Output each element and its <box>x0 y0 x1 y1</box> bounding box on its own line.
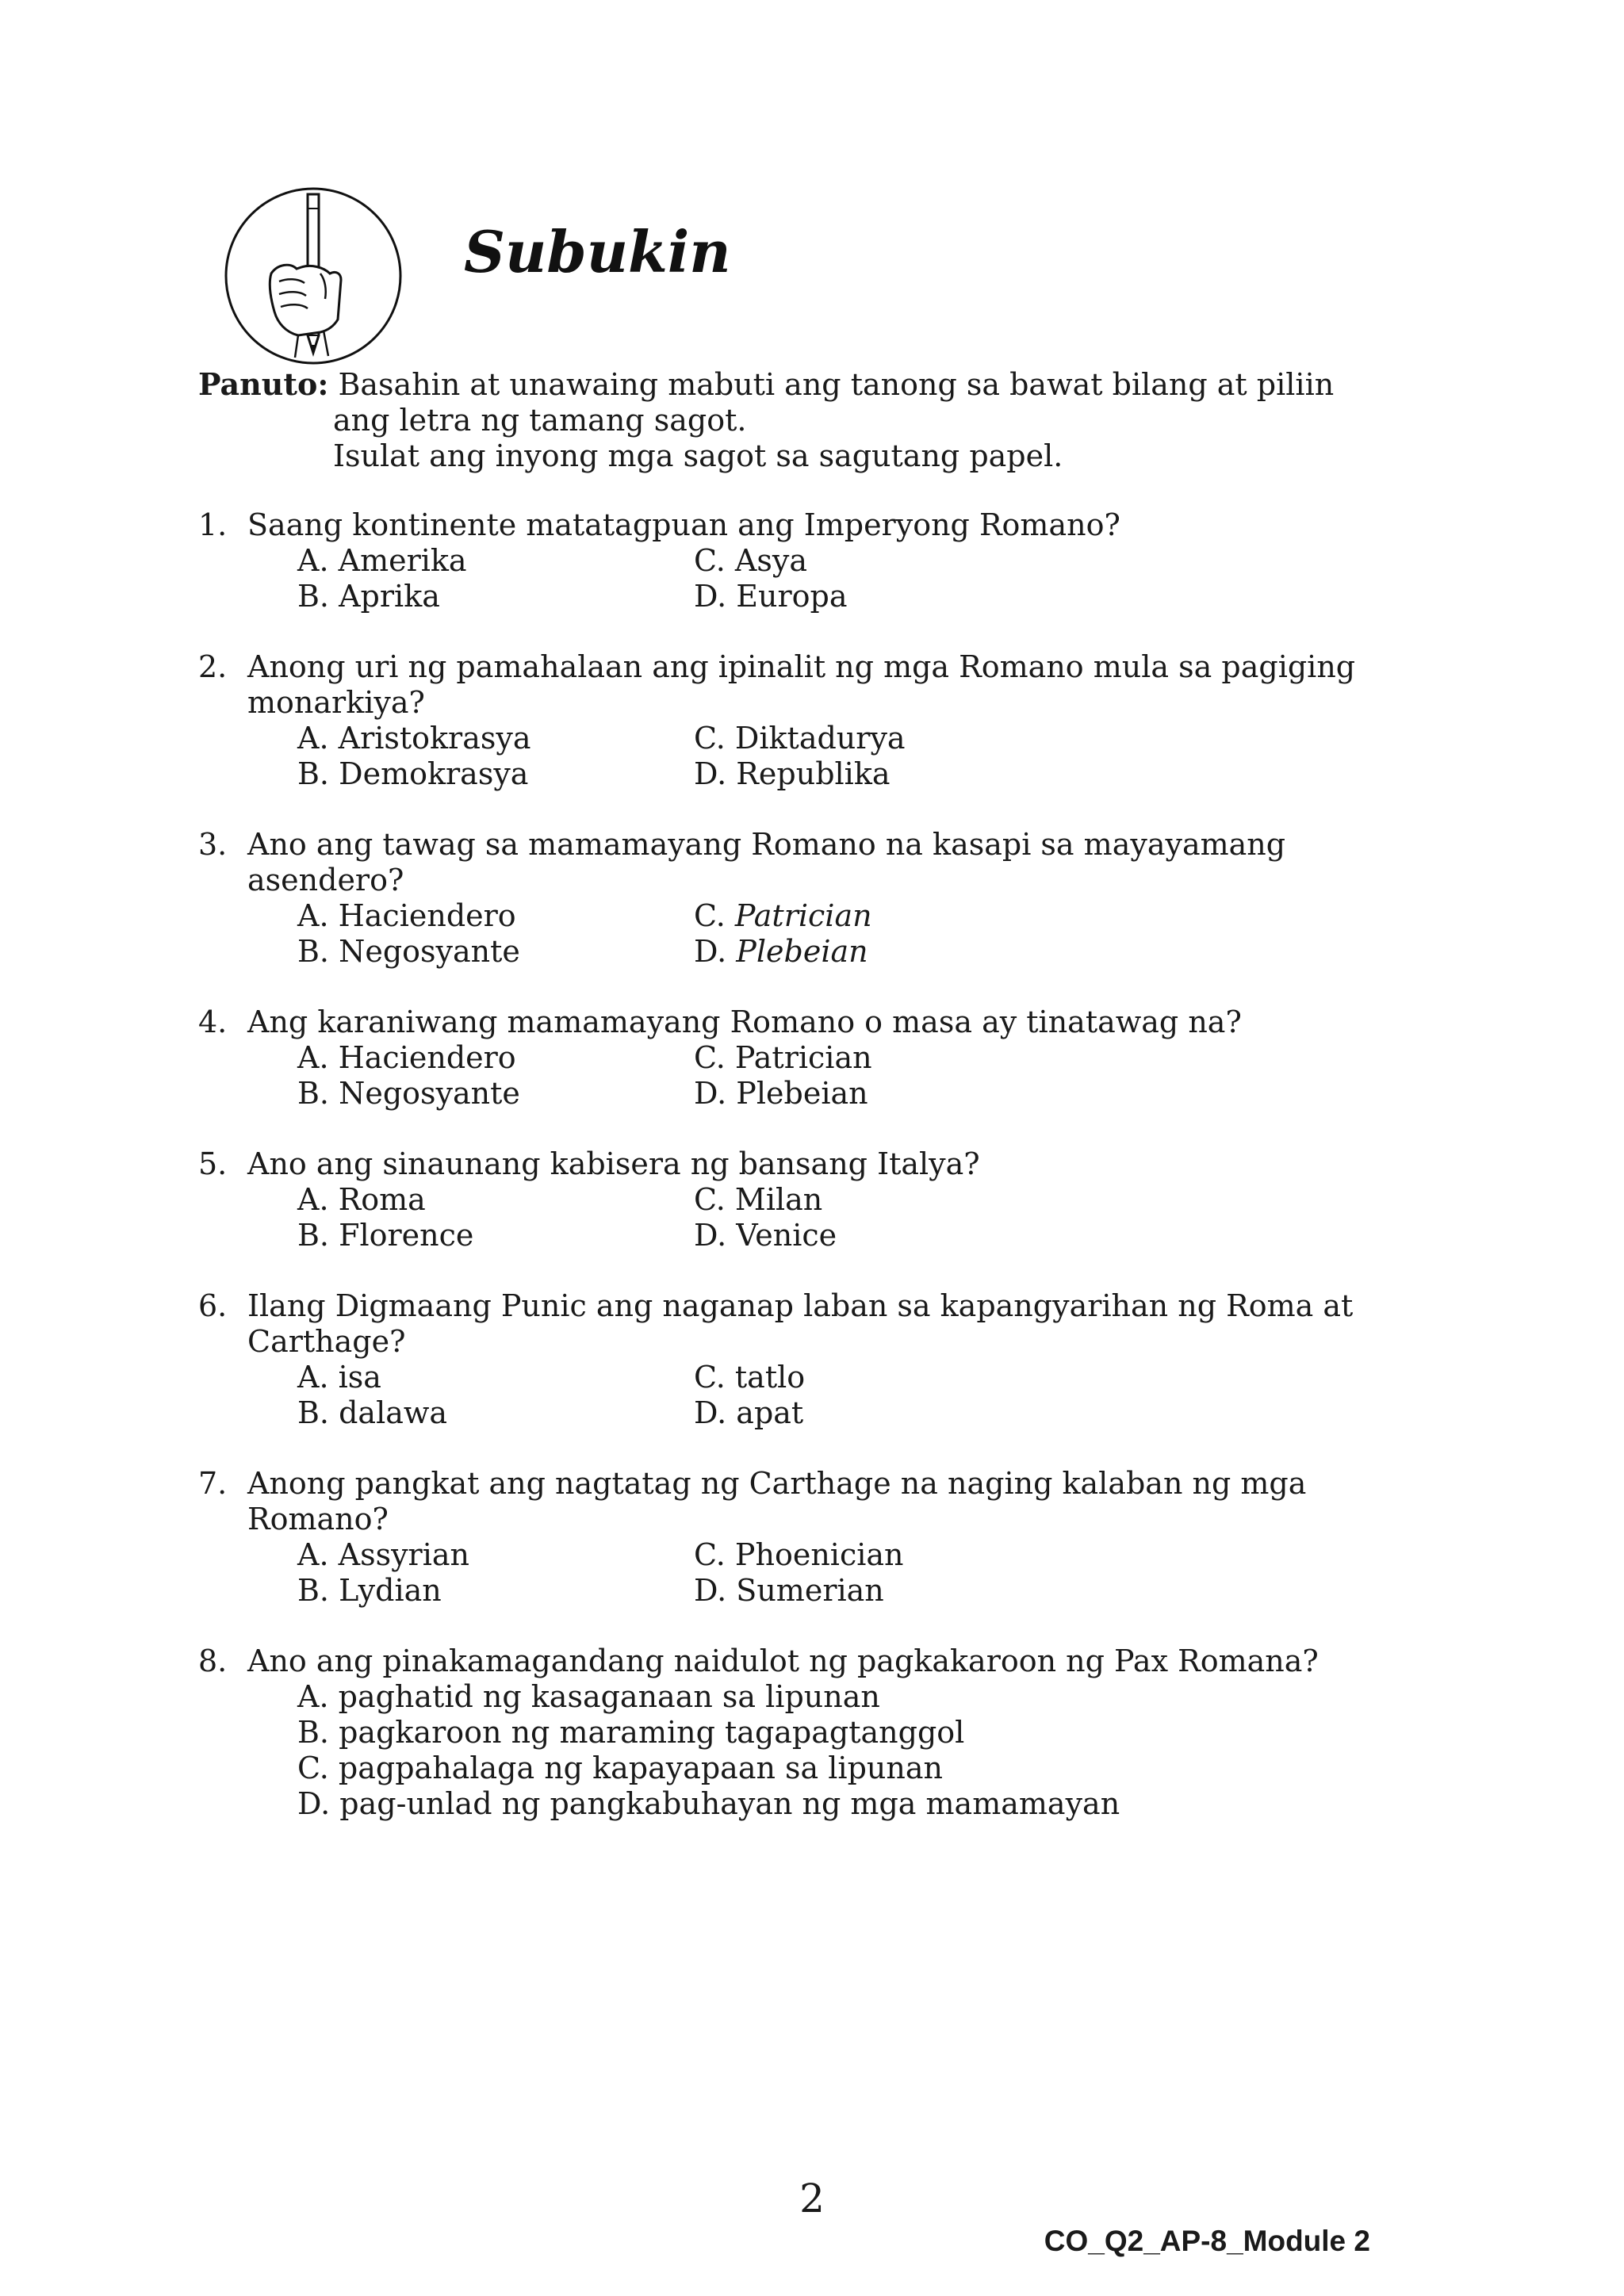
question-number: 8. <box>198 1644 228 1678</box>
answer-option: C. Patrician <box>694 1040 872 1075</box>
answer-option: A. Amerika <box>297 543 467 578</box>
answer-option: D. Plebeian <box>694 934 868 969</box>
answer-option: B. pagkaroon ng maraming tagapagtanggol <box>297 1715 965 1750</box>
question-text: Ano ang pinakamagandang naidulot ng pagkakaroon ng Pax Romana? <box>247 1644 1319 1678</box>
question-text: Ano ang tawag sa mamamayang Romano na kasapi sa mayayamang asendero? <box>247 827 1286 897</box>
question-number: 2. <box>198 649 228 684</box>
answer-option: A. Aristokrasya <box>297 721 531 756</box>
answer-option: B. Negosyante <box>297 934 520 969</box>
question-item <box>198 1644 1451 1822</box>
directions-label: Panuto: <box>198 366 329 402</box>
answer-option: B. Negosyante <box>297 1076 520 1111</box>
question-item <box>198 1004 1451 1112</box>
question-text: Ilang Digmaang Punic ang naganap laban sa kapangyarihan ng Roma at Carthage? <box>247 1288 1354 1359</box>
answer-option: A. Haciendero <box>297 1040 516 1075</box>
hand-holding-pencil-icon <box>222 185 404 367</box>
answer-option: D. Venice <box>694 1218 837 1253</box>
question-list <box>198 507 1451 1857</box>
answer-options <box>198 1040 1451 1112</box>
section-title: Subukin <box>464 218 731 285</box>
answer-option: B. Florence <box>297 1218 474 1253</box>
answer-option: D. pag-unlad ng pangkabuhayan ng mga mamamayan <box>297 1786 1120 1821</box>
question-text: Ano ang sinaunang kabisera ng bansang Italya? <box>247 1146 980 1181</box>
question-item <box>198 827 1451 970</box>
answer-option: A. Roma <box>297 1182 426 1217</box>
question-item <box>198 1146 1451 1253</box>
directions-line: Basahin at unawaing mabuti ang tanong sa bawat bilang at piliin <box>338 367 1335 402</box>
answer-option: C. Phoenician <box>694 1537 904 1572</box>
answer-options <box>198 543 1451 614</box>
question-text: Saang kontinente matatagpuan ang Imperyong Romano? <box>247 507 1120 542</box>
directions <box>198 366 1435 474</box>
directions-line: Isulat ang inyong mga sagot sa sagutang papel. <box>333 438 1063 473</box>
answer-option: B. Demokrasya <box>297 756 529 791</box>
answer-option: B. Aprika <box>297 579 440 614</box>
question-number: 4. <box>198 1004 228 1039</box>
answer-option: C. Patrician <box>694 898 872 933</box>
answer-option: D. Europa <box>694 579 848 614</box>
answer-options <box>198 1679 1451 1822</box>
answer-option: D. Republika <box>694 756 891 791</box>
question-item <box>198 1288 1451 1431</box>
question-item <box>198 507 1451 614</box>
answer-option: B. Lydian <box>297 1573 442 1608</box>
question-number: 1. <box>198 507 228 542</box>
question-number: 6. <box>198 1288 228 1323</box>
question-number: 3. <box>198 827 228 862</box>
question-item <box>198 649 1451 792</box>
answer-options <box>198 1182 1451 1253</box>
directions-line: ang letra ng tamang sagot. <box>333 403 747 438</box>
answer-option: C. pagpahalaga ng kapayapaan sa lipunan <box>297 1751 943 1785</box>
question-text: Anong uri ng pamahalaan ang ipinalit ng mga Romano mula sa pagiging monarkiya? <box>247 649 1356 720</box>
answer-option: D. Sumerian <box>694 1573 884 1608</box>
answer-option: A. paghatid ng kasaganaan sa lipunan <box>297 1679 880 1714</box>
answer-option: A. Haciendero <box>297 898 516 933</box>
answer-option: A. Assyrian <box>297 1537 469 1572</box>
question-text: Ang karaniwang mamamayang Romano o masa ay tinatawag na? <box>247 1004 1242 1039</box>
answer-options <box>198 721 1451 792</box>
answer-option: B. dalawa <box>297 1395 448 1430</box>
question-number: 5. <box>198 1146 228 1181</box>
answer-options <box>198 1360 1451 1431</box>
answer-option: C. Diktadurya <box>694 721 906 756</box>
answer-option: C. tatlo <box>694 1360 806 1395</box>
answer-option: D. Plebeian <box>694 1076 868 1111</box>
page-number: 2 <box>799 2175 825 2221</box>
question-item <box>198 1466 1451 1609</box>
question-number: 7. <box>198 1466 228 1501</box>
module-code: CO_Q2_AP-8_Module 2 <box>1044 2225 1370 2257</box>
answer-option: C. Milan <box>694 1182 823 1217</box>
answer-option: A. isa <box>297 1360 381 1395</box>
answer-option: C. Asya <box>694 543 807 578</box>
question-text: Anong pangkat ang nagtatag ng Carthage na naging kalaban ng mga Romano? <box>247 1466 1307 1536</box>
answer-option: D. apat <box>694 1395 804 1430</box>
answer-options <box>198 1537 1451 1609</box>
answer-options <box>198 898 1451 970</box>
